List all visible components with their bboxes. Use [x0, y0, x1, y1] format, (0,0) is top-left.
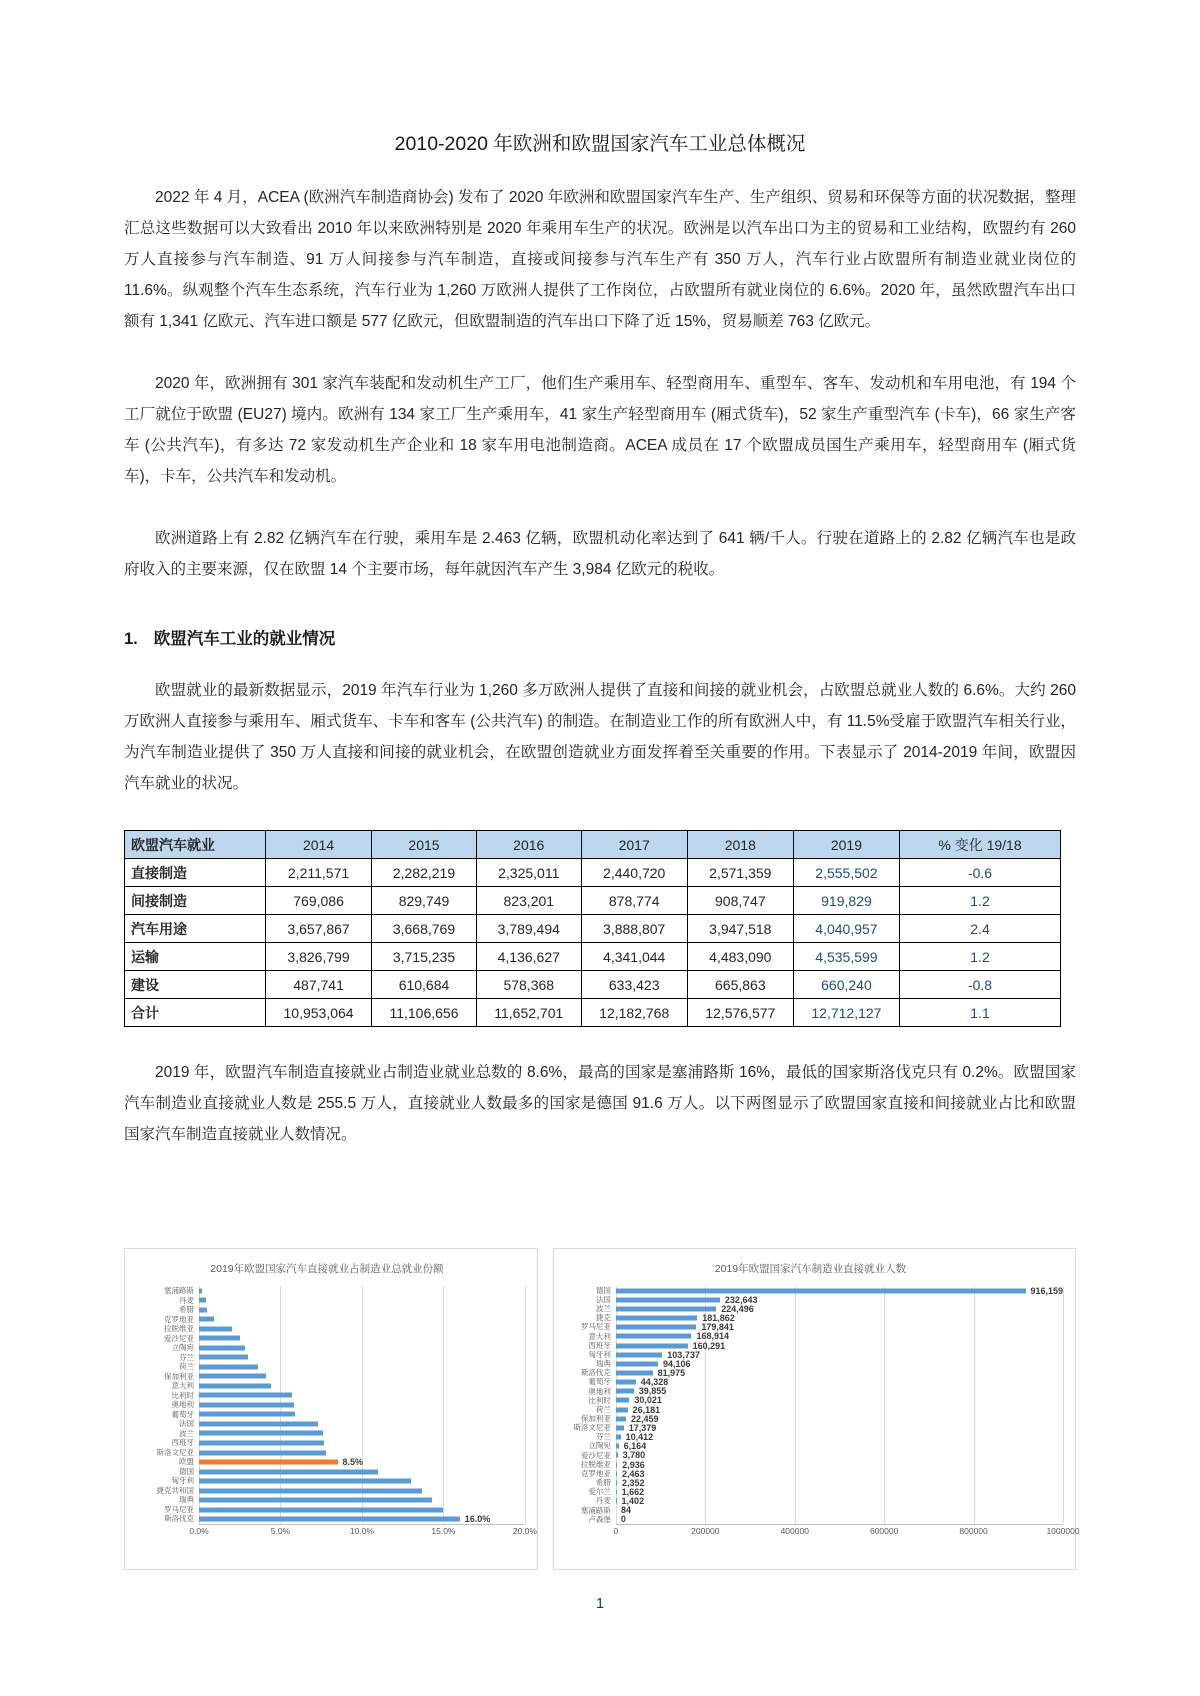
table-cell: 3,715,235: [372, 943, 477, 971]
bar: [199, 1507, 443, 1512]
employment-table-head: [125, 831, 1061, 859]
y-tick-label: 捷克: [595, 1313, 611, 1323]
table-cell: 487,741: [266, 971, 372, 999]
bar-row: [616, 1332, 1063, 1341]
bar: [199, 1412, 295, 1417]
bar: [199, 1307, 207, 1312]
bar: [199, 1364, 258, 1369]
bar: [199, 1393, 292, 1398]
bar-value-label: 3,780: [622, 1450, 646, 1461]
table-cell: 3,947,518: [687, 915, 793, 943]
table-row: [125, 943, 1061, 971]
y-tick-label: 希腊: [179, 1305, 194, 1315]
y-tick-label: 斯洛文尼亚: [573, 1423, 611, 1433]
bar: [199, 1336, 240, 1341]
bar: [199, 1431, 323, 1436]
y-tick-label: 比利时: [588, 1395, 611, 1405]
table-header-cell: 2019: [793, 831, 899, 859]
chart-y-axis-labels: [558, 1286, 616, 1524]
bar-row: [199, 1514, 525, 1524]
x-tick-label: 1000000: [1046, 1526, 1080, 1536]
bar: [199, 1317, 214, 1322]
y-tick-label: 拉脱维亚: [164, 1324, 194, 1334]
y-tick-label: 捷克共和国: [156, 1485, 194, 1495]
chart-direct-employment-share: [124, 1248, 538, 1570]
y-tick-label: 希腊: [595, 1478, 611, 1488]
table-row: [125, 971, 1061, 999]
bar: [616, 1435, 621, 1440]
y-tick-label: 丹麦: [595, 1496, 611, 1506]
table-cell: 2.4: [900, 915, 1061, 943]
bar: [616, 1499, 617, 1504]
section-number: 1.: [124, 630, 138, 648]
table-row: [125, 887, 1061, 915]
bar-row: [616, 1442, 1063, 1451]
y-tick-label: 塞浦路斯: [580, 1505, 611, 1515]
table-header-cell: 2014: [266, 831, 372, 859]
bar-value-label: 84: [620, 1505, 631, 1516]
table-cell: -0.8: [900, 971, 1061, 999]
table-cell: 633,423: [581, 971, 687, 999]
bar-value-label: 168,914: [696, 1331, 729, 1342]
x-tick-label: 0: [613, 1526, 619, 1536]
y-tick-label: 斯洛文尼亚: [156, 1447, 194, 1457]
bar-row: [199, 1410, 525, 1420]
bar: [616, 1352, 662, 1357]
bar-row: [616, 1423, 1063, 1432]
bar: [616, 1297, 720, 1302]
y-tick-label: 匈牙利: [171, 1476, 194, 1486]
bar: [199, 1345, 245, 1350]
bar: [199, 1460, 338, 1465]
bar-row: [616, 1515, 1063, 1524]
bar: [616, 1425, 624, 1430]
bar-row: [616, 1405, 1063, 1414]
bar: [616, 1471, 617, 1476]
y-tick-label: 荷兰: [595, 1405, 611, 1414]
y-tick-label: 瑞典: [595, 1359, 611, 1369]
table-cell: 4,483,090: [687, 943, 793, 971]
table-row-label: 汽车用途: [125, 915, 266, 943]
table-header-cell: 2018: [687, 831, 793, 859]
y-tick-label: 卢森堡: [588, 1514, 611, 1524]
bar: [199, 1288, 202, 1293]
y-tick-label: 葡萄牙: [171, 1409, 194, 1419]
x-tick-label: 600000: [869, 1526, 899, 1536]
bar-value-label: 30,021: [634, 1395, 662, 1406]
bar-value-label: 1,662: [621, 1487, 645, 1498]
y-tick-label: 法国: [179, 1419, 194, 1429]
bar: [616, 1343, 688, 1348]
table-cell: 4,136,627: [476, 943, 581, 971]
y-tick-label: 德国: [595, 1286, 611, 1295]
table-header-cell: % 变化 19/18: [900, 831, 1061, 859]
x-tick-label: 0.0%: [189, 1526, 209, 1536]
y-tick-label: 匈牙利: [588, 1350, 611, 1359]
table-cell: 2,325,011: [476, 859, 581, 887]
bar-value-label: 103,737: [667, 1349, 700, 1360]
bar-value-label: 39,855: [638, 1386, 667, 1397]
bar: [199, 1402, 294, 1407]
bar-value-label: 81,975: [657, 1367, 686, 1378]
bar-row: [199, 1448, 525, 1458]
y-tick-label: 罗马尼亚: [164, 1504, 194, 1514]
bar-row: [616, 1487, 1063, 1496]
table-header-cell: 欧盟汽车就业: [125, 831, 266, 859]
bar-row: [199, 1315, 525, 1325]
chart-body: [129, 1286, 537, 1536]
chart-body: [558, 1285, 1080, 1536]
bar-row: [616, 1304, 1063, 1313]
table-cell: 2,555,502: [793, 859, 899, 887]
table-cell: 578,368: [476, 971, 581, 999]
bar-row: [199, 1324, 525, 1334]
y-tick-label: 法国: [595, 1295, 611, 1304]
table-cell: 11,652,701: [476, 999, 581, 1027]
bar: [199, 1469, 378, 1474]
bar-value-label: 17,379: [628, 1422, 657, 1433]
y-tick-label: 欧盟: [179, 1457, 194, 1467]
chart-title: 2019年欧盟国家汽车直接就业占制造业总就业份额: [210, 1263, 444, 1275]
table-cell: 660,240: [793, 971, 899, 999]
bar: [616, 1398, 629, 1403]
bar-row: [199, 1457, 525, 1467]
table-cell: 878,774: [581, 887, 687, 915]
x-tick-label: 20.0%: [512, 1526, 537, 1536]
paragraph-employment-intro: 欧盟就业的最新数据显示，2019 年汽车行业为 1,260 多万欧洲人提供了直接和间接的就业机会，占欧盟总就业人数的 6.6%。大约 260 万欧洲人直接参与乘用车、厢式货车、卡车和客车 (公共汽车) 的制造。在制造业工作的所有欧洲人中，有 11.5%受雇于欧盟汽车相关行业，为汽车制造业提供了 350 万人直接和间接的就业机会，在欧盟创造就业方面发挥着至关重要的作用。下表显示了 2014-2019 年间，欧盟因汽车就业的状况。: [124, 682, 1076, 792]
table-cell: 610,684: [372, 971, 477, 999]
bar: [616, 1306, 716, 1311]
table-row: [125, 999, 1061, 1027]
bar-row: [616, 1433, 1063, 1442]
bar-row: [199, 1296, 525, 1306]
bar: [199, 1326, 232, 1331]
table-cell: 4,040,957: [793, 915, 899, 943]
bar-row: [616, 1497, 1063, 1506]
bar: [616, 1361, 658, 1366]
chart-direct-employment-count: [553, 1248, 1080, 1570]
table-cell: 829,749: [372, 887, 477, 915]
chart-title: 2019年欧盟国家汽车制造业直接就业人数: [714, 1263, 907, 1275]
table-cell: 2,282,219: [372, 859, 477, 887]
table-cell: -0.6: [900, 859, 1061, 887]
bar-value-label: 0: [620, 1514, 626, 1525]
bar-row: [199, 1343, 525, 1353]
x-tick-label: 5.0%: [270, 1526, 291, 1536]
bar-value-label: 94,106: [662, 1358, 691, 1369]
bar: [616, 1334, 692, 1339]
bar: [616, 1480, 617, 1485]
y-tick-label: 奥地利: [171, 1400, 194, 1410]
bar: [616, 1416, 626, 1421]
y-tick-label: 克罗地亚: [164, 1314, 194, 1324]
table-cell: 12,712,127: [793, 999, 899, 1027]
bar-row: [616, 1414, 1063, 1423]
paragraph-vehicles-on-road: 欧洲道路上有 2.82 亿辆汽车在行驶，乘用车是 2.463 亿辆，欧盟机动化率达到了 641 辆/千人。行驶在道路上的 2.82 亿辆汽车也是政府收入的主要来源，仅在欧盟 14 个主要市场，每年就因汽车产生 3,984 亿欧元的税收。: [124, 530, 1076, 578]
bar-value-label: 916,159: [1030, 1285, 1064, 1296]
y-tick-label: 意大利: [588, 1331, 611, 1341]
bar-value-label: 2,352: [621, 1477, 645, 1488]
chart-plot: [616, 1286, 1063, 1525]
table-cell: 12,576,577: [687, 999, 793, 1027]
paragraph-after-table: 2019 年，欧盟汽车制造直接就业占制造业就业总数的 8.6%，最高的国家是塞浦路斯 16%，最低的国家斯洛伐克只有 0.2%。欧盟国家汽车制造业直接就业人数是 255.5 万人，直接就业人数最多的国家是德国 91.6 万人。以下两图显示了欧盟国家直接和间接就业占比和欧盟国家汽车制造直接就业人数情况。: [124, 1064, 1076, 1143]
bar: [199, 1355, 248, 1360]
y-tick-label: 葡萄牙: [588, 1377, 611, 1387]
table-cell: 10,953,064: [266, 999, 372, 1027]
y-tick-label: 德国: [179, 1466, 194, 1476]
paragraph-plants: 2020 年，欧洲拥有 301 家汽车装配和发动机生产工厂，他们生产乘用车、轻型商用车、重型车、客车、发动机和车用电池，有 194 个工厂就位于欧盟 (EU27) 境内。欧洲有 134 家工厂生产乘用车，41 家生产轻型商用车 (厢式货车)，52 家生产重型汽车 (卡车)，66 家生产客车 (公共汽车)，有多达 72 家发动机生产企业和 18 家车用电池制造商。ACEA 成员在 17 个欧盟成员国生产乘用车，轻型商用车 (厢式货车)，卡车，公共汽车和发动机。: [124, 375, 1076, 485]
y-tick-label: 爱沙尼亚: [580, 1450, 611, 1460]
bar: [616, 1444, 619, 1449]
bar-row: [199, 1419, 525, 1429]
chart-plot-area: [613, 1285, 1080, 1536]
bar-value-label: 2,936: [622, 1459, 645, 1470]
bar-value-label: 1,402: [621, 1496, 645, 1507]
y-tick-label: 保加利亚: [580, 1414, 611, 1424]
bar: [199, 1488, 422, 1493]
bar-value-label: 16.0%: [464, 1514, 491, 1525]
y-tick-label: 芬兰: [595, 1432, 611, 1442]
bar-row: [616, 1323, 1063, 1332]
bar: [199, 1441, 324, 1446]
bar: [616, 1490, 617, 1495]
y-tick-label: 荷兰: [179, 1362, 194, 1372]
bar-row: [199, 1334, 525, 1344]
table-cell: 2,211,571: [266, 859, 372, 887]
bar: [616, 1316, 697, 1321]
bar-value-label: 8.5%: [342, 1457, 364, 1468]
table-cell: 2,440,720: [581, 859, 687, 887]
y-tick-label: 波兰: [595, 1304, 611, 1314]
bar: [616, 1380, 636, 1385]
bar-value-label: 6,164: [623, 1441, 647, 1452]
x-tick-label: 400000: [780, 1526, 809, 1536]
section-title: 欧盟汽车工业的就业情况: [153, 630, 336, 648]
bar: [199, 1421, 318, 1426]
table-cell: 1.2: [900, 887, 1061, 915]
bar-row: [199, 1495, 525, 1505]
bar-row: [616, 1506, 1063, 1515]
bar-row: [616, 1469, 1063, 1478]
table-header-cell: 2016: [476, 831, 581, 859]
table-cell: 769,086: [266, 887, 372, 915]
bar: [616, 1370, 653, 1375]
table-cell: 3,826,799: [266, 943, 372, 971]
table-row: [125, 859, 1061, 887]
y-tick-label: 爱沙尼亚: [164, 1333, 194, 1343]
bar-row: [199, 1467, 525, 1477]
chart-plot: [199, 1286, 525, 1525]
y-tick-label: 芬兰: [179, 1352, 194, 1362]
table-row-label: 直接制造: [125, 859, 266, 887]
table-cell: 11,106,656: [372, 999, 477, 1027]
y-tick-label: 波兰: [179, 1428, 194, 1438]
bar-row: [616, 1313, 1063, 1322]
gridline: [1063, 1286, 1064, 1524]
paragraph-intro: 2022 年 4 月，ACEA (欧洲汽车制造商协会) 发布了 2020 年欧洲和欧盟国家汽车生产、生产组织、贸易和环保等方面的状况数据，整理汇总这些数据可以大致看出 2010 年以来欧洲特别是 2020 年乘用车生产的状况。欧洲是以汽车出口为主的贸易和工业结构，欧盟约有 260 万人直接参与汽车制造、91 万人间接参与汽车制造，直接或间接参与汽车生产有 350 万人，汽车行业占欧盟所有制造业就业岗位的 11.6%。纵观整个汽车生态系统，汽车行业为 1,260 万欧洲人提供了工作岗位，占欧盟所有就业岗位的 6.6%。2020 年，虽然欧盟汽车出口额有 1,341 亿欧元、汽车进口额是 577 亿欧元，但欧盟制造的汽车出口下降了近 15%，贸易顺差 763 亿欧元。: [124, 189, 1076, 330]
gridline: [525, 1286, 526, 1524]
bar: [616, 1389, 634, 1394]
table-row: [125, 915, 1061, 943]
bar-value-label: 26,181: [632, 1404, 661, 1415]
y-tick-label: 奥地利: [588, 1386, 611, 1396]
bar: [616, 1288, 1026, 1293]
bar: [616, 1453, 618, 1458]
table-cell: 3,888,807: [581, 915, 687, 943]
y-tick-label: 保加利亚: [164, 1371, 194, 1381]
table-row-label: 运输: [125, 943, 266, 971]
table-cell: 3,789,494: [476, 915, 581, 943]
y-tick-label: 斯洛伐克: [580, 1368, 611, 1378]
bar: [199, 1479, 411, 1484]
bar-row: [616, 1387, 1063, 1396]
chart-plot-area: [189, 1286, 537, 1536]
bar-row: [199, 1429, 525, 1439]
bar-row: [199, 1372, 525, 1382]
y-tick-label: 克罗地亚: [580, 1469, 611, 1478]
bar-row: [616, 1460, 1063, 1469]
employment-table-body: [125, 859, 1061, 1027]
bar-row: [616, 1368, 1063, 1377]
y-tick-label: 拉脱维亚: [580, 1459, 611, 1469]
y-tick-label: 立陶宛: [588, 1441, 611, 1451]
bar-row: [199, 1305, 525, 1315]
bar-row: [616, 1295, 1063, 1304]
bar: [199, 1383, 271, 1388]
bar-value-label: 10,412: [625, 1432, 654, 1443]
bar-row: [616, 1378, 1063, 1387]
table-cell: 665,863: [687, 971, 793, 999]
bar-row: [616, 1286, 1063, 1295]
table-header-cell: 2015: [372, 831, 477, 859]
table-row-label: 间接制造: [125, 887, 266, 915]
table-cell: 12,182,768: [581, 999, 687, 1027]
bar-row: [199, 1362, 525, 1372]
bar-value-label: 232,643: [724, 1294, 758, 1305]
table-cell: 4,535,599: [793, 943, 899, 971]
y-tick-label: 比利时: [171, 1390, 194, 1400]
employment-table: [124, 830, 1061, 1027]
y-tick-label: 爱尔兰: [588, 1487, 611, 1497]
y-tick-label: 罗马尼亚: [580, 1322, 611, 1332]
bar: [199, 1298, 206, 1303]
bar-row: [616, 1396, 1063, 1405]
table-cell: 1.1: [900, 999, 1061, 1027]
bar-row: [199, 1381, 525, 1391]
bar: [616, 1407, 628, 1412]
bar-row: [199, 1286, 525, 1296]
table-cell: 3,668,769: [372, 915, 477, 943]
table-cell: 823,201: [476, 887, 581, 915]
table-cell: 1.2: [900, 943, 1061, 971]
bar-row: [199, 1505, 525, 1515]
y-tick-label: 立陶宛: [171, 1343, 194, 1353]
table-cell: 2,571,359: [687, 859, 793, 887]
chart-y-axis-labels: [129, 1286, 199, 1524]
bar-row: [199, 1476, 525, 1486]
y-tick-label: 意大利: [171, 1381, 194, 1391]
bar-value-label: 179,841: [701, 1322, 734, 1333]
x-tick-label: 15.0%: [431, 1526, 456, 1536]
y-tick-label: 塞浦路斯: [164, 1286, 194, 1295]
bar: [199, 1450, 326, 1455]
chart-x-axis: [189, 1526, 537, 1542]
y-tick-label: 西班牙: [171, 1438, 194, 1448]
bar-row: [199, 1486, 525, 1496]
bar: [199, 1374, 266, 1379]
bar-value-label: 224,496: [721, 1303, 754, 1314]
table-cell: 908,747: [687, 887, 793, 915]
table-cell: 3,657,867: [266, 915, 372, 943]
charts-row: [124, 1248, 1080, 1570]
table-header-cell: 2017: [581, 831, 687, 859]
bar: [616, 1325, 696, 1330]
bar-value-label: 2,463: [622, 1468, 645, 1479]
x-tick-label: 10.0%: [349, 1526, 375, 1536]
x-tick-label: 200000: [691, 1526, 720, 1536]
bar-row: [199, 1391, 525, 1401]
bar-value-label: 160,291: [692, 1340, 726, 1351]
y-tick-label: 西班牙: [588, 1340, 611, 1350]
bar-value-label: 22,459: [630, 1413, 659, 1424]
bar-value-label: 181,862: [702, 1313, 735, 1324]
x-tick-label: 800000: [959, 1526, 988, 1536]
bar-row: [616, 1451, 1063, 1460]
bar: [199, 1498, 432, 1503]
bar-row: [199, 1353, 525, 1363]
table-row-label: 合计: [125, 999, 266, 1027]
bar: [199, 1517, 460, 1522]
table-row-label: 建设: [125, 971, 266, 999]
page-title: 2010-2020 年欧洲和欧盟国家汽车工业总体概况: [394, 133, 806, 155]
y-tick-label: 丹麦: [179, 1295, 194, 1305]
bar-row: [199, 1400, 525, 1410]
bar-row: [199, 1438, 525, 1448]
section-heading: [124, 625, 1076, 649]
table-cell: 919,829: [793, 887, 899, 915]
y-tick-label: 斯洛伐克: [164, 1514, 194, 1524]
y-tick-label: 瑞典: [179, 1495, 194, 1505]
bar-value-label: 44,328: [640, 1377, 669, 1388]
table-cell: 4,341,044: [581, 943, 687, 971]
chart-x-axis: [613, 1526, 1080, 1542]
bar: [616, 1462, 617, 1467]
page-number: 1: [595, 1596, 605, 1612]
bar-row: [616, 1478, 1063, 1487]
